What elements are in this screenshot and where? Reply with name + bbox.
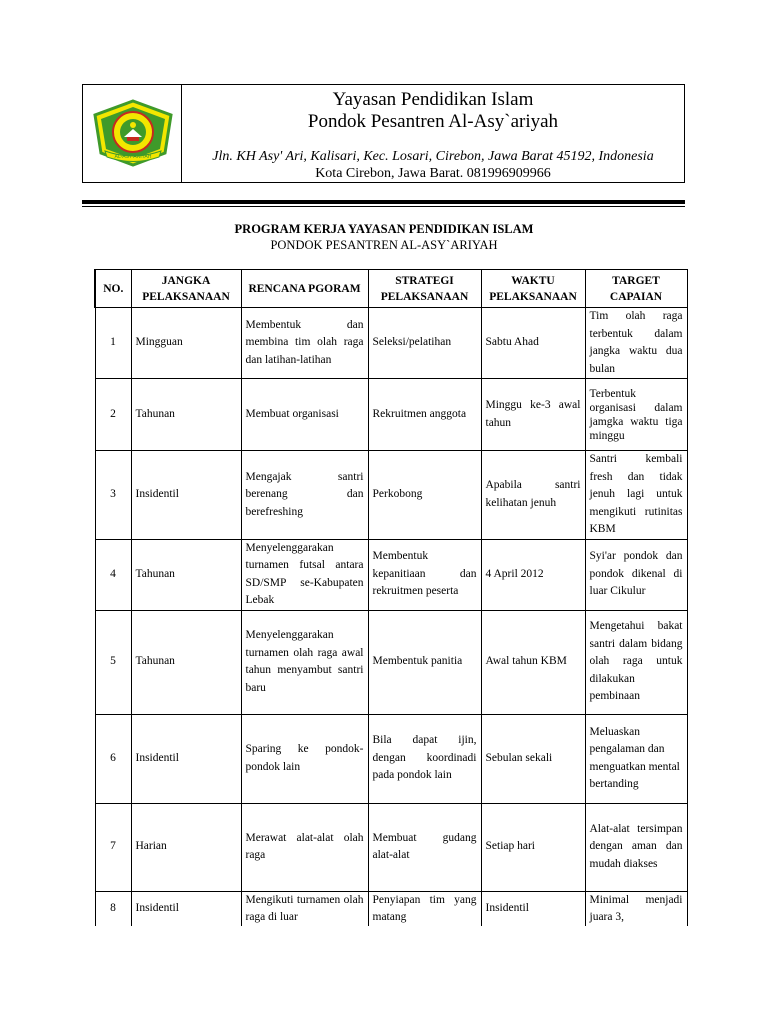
header-no: NO. [95,270,131,308]
page-bottom-margin [0,926,768,1024]
program-table [94,269,688,928]
table-row [95,714,687,803]
cell-target: Minimal menjadi juara 3, [585,891,687,927]
logo-text: AL-ASY'ARIYAH [114,154,152,160]
cell-jangka: Tahunan [131,610,241,714]
cell-jangka: Tahunan [131,379,241,451]
header-strategi: STRATEGI PELAKSANAAN [368,270,481,308]
cell-strategi: Bila dapat ijin, dengan koordinadi pada pondok lain [368,714,481,803]
cell-jangka: Tahunan [131,539,241,610]
cell-no: 4 [95,539,131,610]
cell-no: 6 [95,714,131,803]
cell-rencana: Menyelenggarakan turnamen olah raga awal tahun menyambut santri baru [241,610,368,714]
cell-jangka: Insidentil [131,714,241,803]
document-title: PROGRAM KERJA YAYASAN PENDIDIKAN ISLAM [234,222,534,236]
header-divider-thick [82,200,685,204]
header-divider-thin [82,206,685,207]
cell-target: Meluaskan pengalaman dan menguatkan mental bertanding [585,714,687,803]
cell-target: Syi'ar pondok dan pondok dikenal di luar Cikulur [585,539,687,610]
cell-jangka: Insidentil [131,451,241,540]
cell-strategi: Rekruitmen anggota [368,379,481,451]
cell-strategi: Perkobong [368,451,481,540]
cell-strategi: Membentuk kepanitiaan dan rekruitmen peserta [368,539,481,610]
cell-no: 3 [95,451,131,540]
org-name-line1: Yayasan Pendidikan Islam [332,89,534,110]
cell-jangka: Mingguan [131,308,241,379]
org-name-line2: Pondok Pesantren Al-Asy`ariyah [307,111,559,132]
cell-strategi: Membuat gudang alat-alat [368,803,481,891]
cell-waktu: Sebulan sekali [481,714,585,803]
cell-no: 1 [95,308,131,379]
cell-no: 5 [95,610,131,714]
cell-waktu: 4 April 2012 [481,539,585,610]
table-header-row [95,270,687,308]
cell-jangka: Harian [131,803,241,891]
cell-no: 7 [95,803,131,891]
cell-target: Santri kembali fresh dan tidak jenuh lagi untuk mengikuti rutinitas KBM [585,451,687,540]
cell-waktu: Sabtu Ahad [481,308,585,379]
table-row [95,379,687,451]
cell-waktu: Awal tahun KBM [481,610,585,714]
header-waktu: WAKTU PELAKSANAAN [481,270,585,308]
cell-waktu: Apabila santri kelihatan jenuh [481,451,585,540]
cell-rencana: Menyelenggarakan turnamen futsal antara SD/SMP se-Kabupaten Lebak [241,539,368,610]
cell-no: 8 [95,891,131,927]
cell-target: Tim olah raga terbentuk dalam jangka waktu dua bulan [585,308,687,379]
cell-waktu: Setiap hari [481,803,585,891]
cell-rencana: Mengajak santri berenang dan berefreshing [241,451,368,540]
cell-rencana: Membentuk dan membina tim olah raga dan latihan-latihan [241,308,368,379]
cell-strategi: Membentuk panitia [368,610,481,714]
cell-rencana: Sparing ke pondok-pondok lain [241,714,368,803]
cell-rencana: Membuat organisasi [241,379,368,451]
document-subtitle: PONDOK PESANTREN AL-ASY`ARIYAH [270,238,498,252]
org-address: Jln. KH Asy' Ari, Kalisari, Kec. Losari, Cirebon, Jawa Barat 45192, Indonesia [212,149,654,164]
cell-strategi: Penyiapan tim yang matang [368,891,481,927]
org-city-phone: Kota Cirebon, Jawa Barat. 081996909966 [315,166,551,181]
cell-rencana: Mengikuti turnamen olah raga di luar [241,891,368,927]
logo-cell [83,85,182,182]
table-row [95,451,687,540]
cell-no: 2 [95,379,131,451]
school-logo-icon [91,99,175,167]
header-target: TARGET CAPAIAN [585,270,687,308]
cell-waktu: Minggu ke-3 awal tahun [481,379,585,451]
table-row [95,803,687,891]
cell-target: Mengetahui bakat santri dalam bidang olah raga untuk dilakukan pembinaan [585,610,687,714]
cell-waktu: Insidentil [481,891,585,927]
cell-target: Terbentuk organisasi dalam jamgka waktu tiga minggu [585,379,687,451]
header-rencana: RENCANA PGORAM [241,270,368,308]
table-row [95,610,687,714]
cell-strategi: Seleksi/pelatihan [368,308,481,379]
header-jangka: JANGKA PELAKSANAAN [131,270,241,308]
table-row [95,891,687,927]
table-row [95,308,687,379]
letterhead [82,84,685,183]
table-row [95,539,687,610]
cell-target: Alat-alat tersimpan dengan aman dan mudah diakses [585,803,687,891]
organization-header [182,85,684,182]
cell-rencana: Merawat alat-alat olah raga [241,803,368,891]
cell-jangka: Insidentil [131,891,241,927]
